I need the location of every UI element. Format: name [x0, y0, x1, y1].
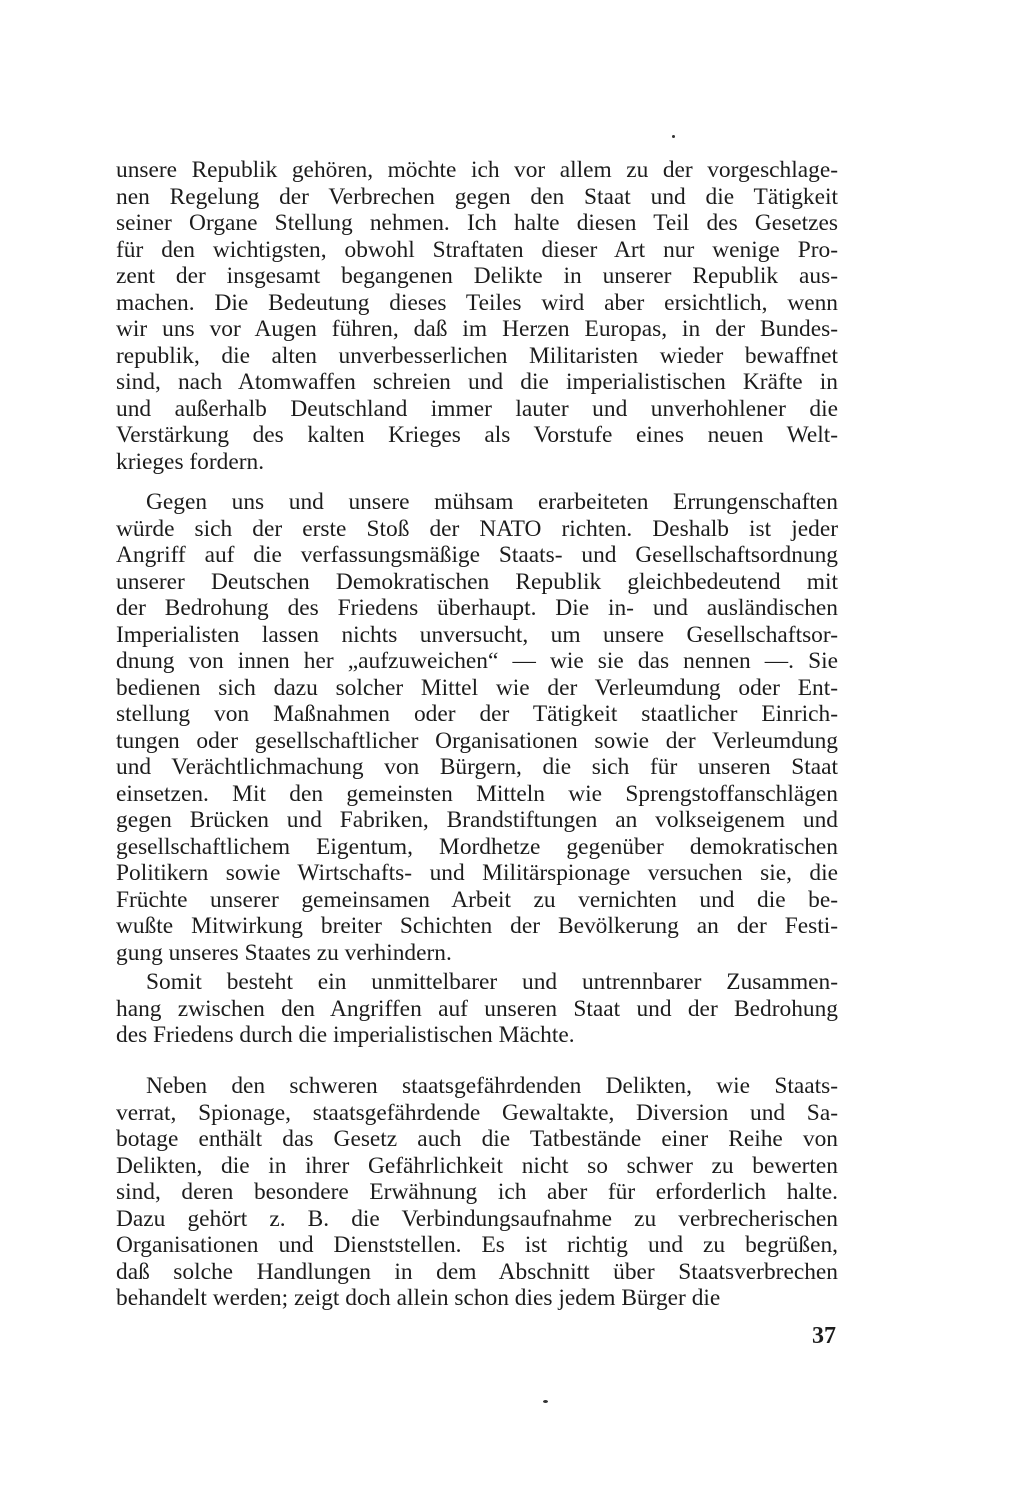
text-line: tungen oder gesellschaftlicher Organisationen sowie der Verleumdung	[116, 727, 838, 754]
paragraph	[116, 969, 838, 1049]
text-line: Verstärkung des kalten Krieges als Vorstufe eines neuen Welt-	[116, 422, 838, 448]
text-line: Dazu gehört z. B. die Verbindungsaufnahme zu verbrecherischen	[116, 1205, 838, 1232]
print-speck	[543, 1400, 548, 1403]
text-line: Organisationen und Dienststellen. Es ist richtig und zu begrüßen,	[116, 1232, 838, 1258]
text-line: Gegen uns und unsere mühsam erarbeiteten Errungenschaften	[146, 489, 838, 515]
text-line: nen Regelung der Verbrechen gegen den Staat und die Tätigkeit	[116, 183, 838, 210]
text-line: Delikten, die in ihrer Gefährlichkeit nicht so schwer zu bewerten	[116, 1152, 838, 1179]
text-line: seiner Organe Stellung nehmen. Ich halte diesen Teil des Gesetzes	[116, 210, 838, 236]
text-line: und außerhalb Deutschland immer lauter und unverhohlener die	[116, 395, 838, 422]
text-line: krieges fordern.	[116, 448, 265, 475]
text-line: Neben den schweren staatsgefährdenden Delikten, wie Staats-	[146, 1073, 838, 1099]
text-line: Angriff auf die verfassungsmäßige Staats- und Gesellschaftsordnung	[116, 542, 838, 568]
text-line: gesellschaftlichem Eigentum, Mordhetze gegenüber demokratischen	[116, 833, 838, 860]
paragraph	[116, 489, 838, 966]
text-line: daß solche Handlungen in dem Abschnitt über Staatsverbrechen	[116, 1258, 838, 1285]
text-line: stellung von Maßnahmen oder der Tätigkeit staatlicher Einrich-	[116, 701, 838, 727]
text-line: hang zwischen den Angriffen auf unseren Staat und der Bedrohung	[116, 995, 838, 1022]
text-line: unserer Deutschen Demokratischen Republik gleichbedeutend mit	[116, 568, 838, 595]
text-line: behandelt werden; zeigt doch allein schon dies jedem Bürger die	[116, 1285, 721, 1311]
text-line: dnung von innen her „aufzuweichen“ — wie sie das nennen —. Sie	[116, 648, 838, 674]
page-number: 37	[812, 1323, 836, 1349]
text-line: einsetzen. Mit den gemeinsten Mitteln wie Sprengstoffanschlägen	[116, 780, 838, 807]
text-line: sind, deren besondere Erwähnung ich aber für erforderlich halte.	[116, 1179, 838, 1205]
text-line: gung unseres Staates zu verhindern.	[116, 939, 452, 966]
text-line: der Bedrohung des Friedens überhaupt. Die in- und ausländischen	[116, 595, 838, 621]
text-line: und Verächtlichmachung von Bürgern, die sich für unseren Staat	[116, 754, 838, 780]
text-line: machen. Die Bedeutung dieses Teiles wird aber ersichtlich, wenn	[116, 289, 838, 316]
print-speck	[672, 135, 675, 138]
text-line: des Friedens durch die imperialistischen Mächte.	[116, 1022, 575, 1048]
text-line: unsere Republik gehören, möchte ich vor allem zu der vorgeschlage-	[116, 157, 838, 183]
text-line: Somit besteht ein unmittelbarer und untrennbarer Zusammen-	[146, 969, 838, 995]
text-line: würde sich der erste Stoß der NATO richten. Deshalb ist jeder	[116, 515, 838, 542]
paragraph	[116, 1073, 838, 1312]
text-line: für den wichtigsten, obwohl Straftaten dieser Art nur wenige Pro-	[116, 236, 838, 263]
text-line: verrat, Spionage, staatsgefährdende Gewaltakte, Diversion und Sa-	[116, 1099, 838, 1126]
text-line: Früchte unserer gemeinsamen Arbeit zu vernichten und die be-	[116, 886, 838, 913]
text-line: wir uns vor Augen führen, daß im Herzen Europas, in der Bundes-	[116, 316, 838, 342]
text-line: sind, nach Atomwaffen schreien und die imperialistischen Kräfte in	[116, 369, 838, 395]
text-line: botage enthält das Gesetz auch die Tatbestände einer Reihe von	[116, 1126, 838, 1152]
text-line: Imperialisten lassen nichts unversucht, um unsere Gesellschaftsor-	[116, 621, 838, 648]
paragraph	[116, 157, 838, 475]
text-line: wußte Mitwirkung breiter Schichten der Bevölkerung an der Festi-	[116, 913, 838, 939]
text-line: bedienen sich dazu solcher Mittel wie der Verleumdung oder Ent-	[116, 674, 838, 701]
text-line: gegen Brücken und Fabriken, Brandstiftungen an volkseigenem und	[116, 807, 838, 833]
text-line: Politikern sowie Wirtschafts- und Militärspionage versuchen sie, die	[116, 860, 838, 886]
text-line: zent der insgesamt begangenen Delikte in unserer Republik aus-	[116, 263, 838, 289]
text-line: republik, die alten unverbesserlichen Militaristen wieder bewaffnet	[116, 342, 838, 369]
